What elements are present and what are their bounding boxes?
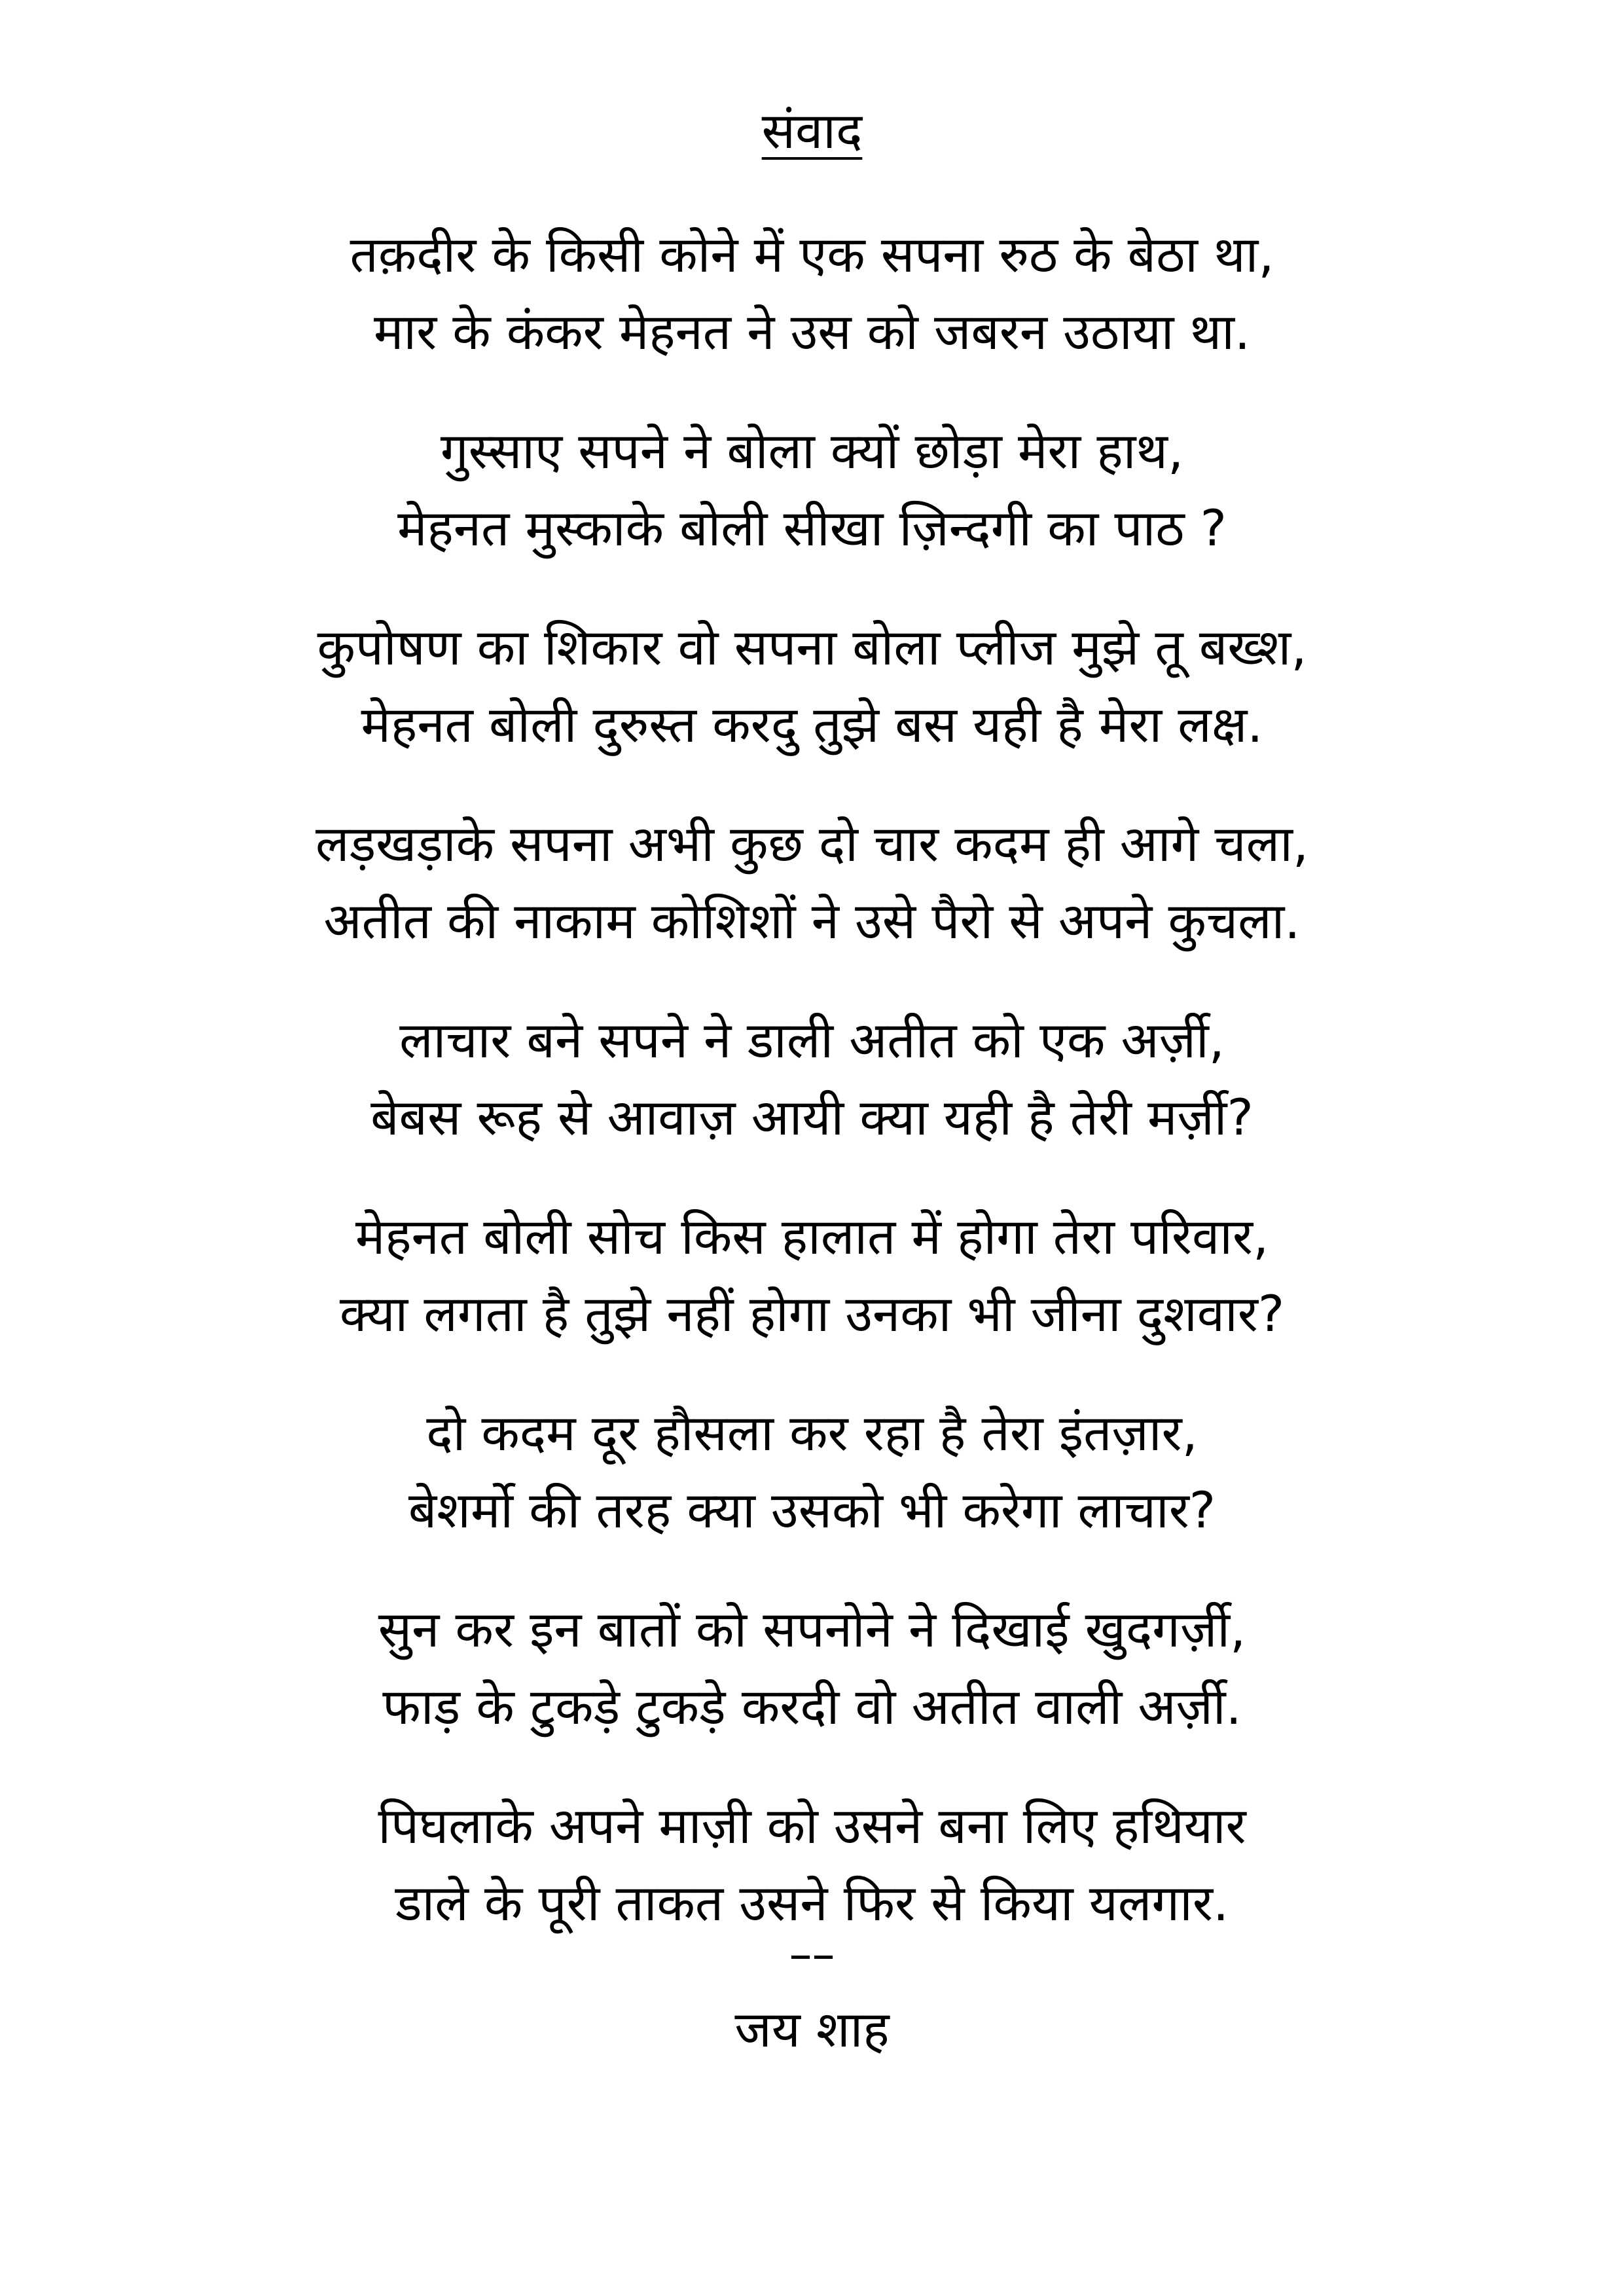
poem-line: अतीत की नाकाम कोशिशों ने उसे पैरो से अपने कुचला. — [323, 892, 1301, 950]
stanza — [131, 216, 1493, 412]
poem-line: कुपोषण का शिकार वो सपना बोला प्लीज मुझे तू बख्श, — [317, 618, 1307, 676]
author-name: जय शाह — [734, 2000, 890, 2058]
stanza — [131, 1394, 1493, 1591]
poem-line: मेहनत मुस्काके बोली सीखा ज़िन्दगी का पाठ ? — [397, 499, 1227, 557]
poem-line: क्या लगता है तुझे नहीं होगा उनका भी जीना दुशवार? — [339, 1285, 1285, 1343]
poem-line: मेहनत बोली सोच किस हालात में होगा तेरा परिवार, — [355, 1207, 1269, 1266]
stanza — [131, 805, 1493, 1002]
stanza — [131, 1002, 1493, 1198]
poem-line: गुस्साए सपने ने बोला क्यों छोड़ा मेरा हाथ, — [440, 422, 1184, 480]
poem-title: संवाद — [761, 101, 863, 160]
poem-line: पिघलाके अपने माज़ी को उसने बना लिए हथियार — [378, 1796, 1246, 1855]
poem-line: लाचार बने सपने ने डाली अतीत को एक अर्ज़ी, — [399, 1011, 1225, 1069]
stanza — [131, 1198, 1493, 1394]
poem-line: मार के कंकर मेहनत ने उस को जबरन उठाया था. — [373, 302, 1251, 361]
poem-line: फाड़ के टुकड़े टुकड़े करदी वो अतीत वाली अर्ज़ी. — [382, 1677, 1242, 1736]
stanza — [131, 412, 1493, 609]
poem-line: दो कदम दूर हौसला कर रहा है तेरा इंतज़ार, — [426, 1404, 1198, 1462]
poem-line: लड़खड़ाके सपना अभी कुछ दो चार कदम ही आगे चला, — [315, 814, 1309, 873]
poem-line: बेशर्मो की तरह क्या उसको भी करेगा लाचार? — [408, 1481, 1216, 1539]
poem-line: बेबस रूह से आवाज़ आयी क्या यही है तेरी मर्ज़ी? — [370, 1088, 1254, 1146]
poem-line: तक़दीर के किसी कोने में एक सपना रुठ के बेठा था, — [350, 225, 1274, 283]
poem-line: डाले के पूरी ताकत उसने फिर से किया यलगार. — [395, 1874, 1229, 1932]
poem-body — [131, 216, 1493, 1984]
stanza — [131, 1591, 1493, 1787]
poem-line: मेहनत बोली दुरुस्त करदु तुझे बस यही है मेरा लक्ष. — [361, 695, 1263, 754]
poem-line: सुन कर इन बातों को सपनोने ने दिखाई खुदगर्ज़ी, — [378, 1600, 1246, 1658]
stanza — [131, 609, 1493, 805]
signature-separator: –– — [789, 1927, 835, 1981]
